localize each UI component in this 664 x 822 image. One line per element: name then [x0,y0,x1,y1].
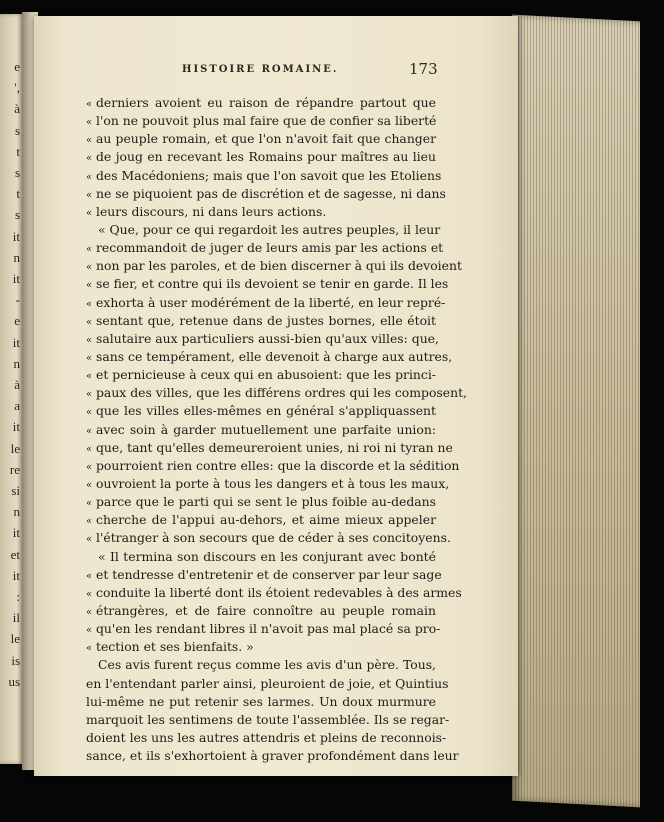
line-text: Ces avis furent reçus comme les avis d'un père. Tous, [98,657,436,673]
text-line [86,457,460,475]
text-line [86,130,436,148]
line-text: l'étranger à son secours que de céder à ses concitoyens. [96,530,451,546]
text-line [86,167,442,185]
line-text: pourroient rien contre elles: que la discorde et la sédition [96,457,460,473]
margin-fragment: n [13,249,20,265]
line-text: avec soin à garder mutuellement une parfaite union: [96,421,436,437]
text-line [86,620,441,638]
margin-fragment: il [12,610,20,626]
line-text: « Il termina son discours en les conjurant avec bonté [98,548,436,564]
line-quote-mark: « [86,207,93,219]
margin-fragment: n [13,355,20,371]
line-text: et tendresse d'entretenir et de conserver par leur sage [96,566,442,582]
margin-fragment: - [15,292,20,308]
margin-fragment: it [12,525,20,541]
margin-fragment: si [11,483,20,498]
line-text: sance, et ils s'exhortoient à graver profondément dans leur [86,748,459,764]
text-line [86,584,462,602]
line-quote-mark: « [86,280,93,292]
margin-fragment: is [11,652,20,668]
text-line [86,493,436,511]
line-text: et pernicieuse à ceux qui en abusoient: que les princi- [96,367,436,383]
book-page [34,16,518,776]
margin-fragment: a [14,398,20,414]
line-quote-mark: « [86,407,93,419]
line-quote-mark: « [86,389,93,401]
line-quote-mark: « [86,316,93,328]
text-line [86,548,436,566]
margin-fragment: it [12,334,20,350]
line-quote-mark: « [86,570,93,582]
margin-fragment: it [12,419,20,435]
line-text: sans ce tempérament, elle devenoit à charge aux autres, [96,348,453,364]
text-line [86,602,436,620]
text-line [86,747,459,765]
line-text: tection et ses bienfaits. » [96,639,254,655]
margin-fragment: à [14,377,20,392]
line-quote-mark: « [86,334,93,346]
line-quote-mark: « [86,425,93,437]
text-line [86,475,450,493]
line-quote-mark: « [86,189,93,201]
line-quote-mark: « [86,534,93,546]
text-line [86,257,462,275]
line-quote-mark: « [86,117,93,129]
line-quote-mark: « [86,625,93,637]
line-text: au peuple romain, et que l'on n'avoit fait que changer [96,131,436,147]
line-text: recommandoit de juger de leurs amis par les actions et [96,240,444,256]
margin-fragment: it [12,271,20,286]
margin-fragment: le [10,631,20,647]
text-line [86,312,436,330]
text-line [86,439,453,457]
margin-fragment: le [10,440,20,456]
text-line [86,656,436,674]
margin-fragment: : [16,589,20,604]
line-text: ouvroient la porte à tous les dangers et à tous les maux, [96,475,450,491]
line-quote-mark: « [86,99,93,110]
line-quote-mark: « [86,443,93,455]
line-quote-mark: « [86,498,93,510]
line-quote-mark: « [86,461,93,473]
text-line [86,275,449,293]
line-text: ne se piquoient pas de discrétion et de sagesse, ni dans [96,185,446,201]
text-line [86,294,446,312]
text-line [86,384,467,402]
text-line [86,348,453,366]
text-line [86,421,436,439]
line-quote-mark: « [86,244,93,256]
line-text: se fier, et contre qui ils devoient se tenir en garde. Il les [96,276,449,292]
margin-fragment: ', [14,80,20,96]
line-text: paux des villes, que les différens ordres qui les composent, [96,385,467,401]
line-text: lui-même ne put retenir ses larmes. Un doux murmure [86,693,436,709]
page-block-edge [512,15,640,808]
text-line [86,402,436,420]
margin-fragment: it [12,228,20,244]
line-text: exhorta à user modérément de la liberté, en leur repré- [96,294,446,310]
running-head: HISTOIRE ROMAINE. [182,64,339,75]
text-line [86,239,444,257]
margin-fragment: e [14,59,20,74]
text-line [86,566,442,584]
line-text: en l'entendant parler ainsi, pleuroient de joie, et Quintius [86,675,449,691]
margin-fragment: n [13,504,20,520]
text-line [86,529,451,547]
line-quote-mark: « [86,371,93,383]
margin-fragment: re [9,461,20,477]
text-line [86,366,436,384]
line-text: parce que le parti qui se sent le plus foible au-dedans [96,494,436,510]
line-text: qu'en les rendant libres il n'avoit pas mal placé sa pro- [96,621,441,637]
line-text: « Que, pour ce qui regardoit les autres peuples, il leur [98,221,441,237]
margin-fragment: t [16,143,20,159]
text-line [86,675,449,693]
line-text: des Macédoniens; mais que l'on savoit que les Etoliens [96,167,442,183]
margin-fragment: s [14,207,20,223]
line-text: de joug en recevant les Romains pour maîtres au lieu [96,149,436,165]
text-line [86,94,436,112]
text-line [86,112,436,130]
line-text: que les villes elles-mêmes en général s'appliquassent [96,403,436,419]
line-text: étrangères, et de faire connoître au peuple romain [96,602,436,618]
line-quote-mark: « [86,479,93,491]
line-quote-mark: « [86,171,93,183]
margin-fragment: e [14,313,20,329]
margin-fragment: it [12,567,20,583]
line-text: doient les uns les autres attendris et pleins de reconnois- [86,729,447,745]
text-line [86,221,441,239]
body-text [86,94,467,765]
text-line [86,693,436,711]
line-text: que, tant qu'elles demeureroient unies, ni roi ni tyran ne [96,439,453,455]
line-text: salutaire aux particuliers aussi-bien qu'aux villes: que, [96,330,439,346]
text-line [86,148,436,166]
margin-fragment: et [10,546,20,562]
line-text: conduite la liberté dont ils étoient redevables à des armes [96,584,462,600]
margin-fragment: t [16,186,20,202]
line-quote-mark: « [86,643,93,655]
margin-fragment: à [14,101,20,117]
line-quote-mark: « [86,606,93,618]
text-line [86,203,436,221]
text-line [86,711,450,729]
text-line [86,185,446,203]
line-quote-mark: « [86,516,93,528]
line-text: derniers avoient eu raison de répandre partout que [96,95,436,110]
previous-page-edge [0,14,24,764]
margin-fragment: s [14,122,20,138]
line-text: leurs discours, ni dans leurs actions. [96,203,327,219]
line-text: marquoit les sentimens de toute l'assemblée. Ils se regar- [86,711,450,727]
margin-fragment: s [14,165,20,180]
text-line [86,511,436,529]
line-text: l'on ne pouvoit plus mal faire que de confier sa liberté [96,113,437,129]
text-line [86,729,447,747]
line-quote-mark: « [86,298,93,310]
line-quote-mark: « [86,352,93,364]
line-quote-mark: « [86,262,93,274]
line-quote-mark: « [86,135,93,147]
line-text: non par les paroles, et de bien discerner à qui ils devoient [96,258,462,274]
text-line [86,330,439,348]
line-quote-mark: « [86,588,93,600]
text-line [86,638,436,656]
page-number: 173 [409,60,438,78]
line-text: cherche de l'appui au-dehors, et aime mieux appeler [96,512,436,528]
margin-fragment: us [8,673,20,689]
line-quote-mark: « [86,153,93,165]
line-text: sentant que, retenue dans de justes bornes, elle étoit [96,312,436,328]
